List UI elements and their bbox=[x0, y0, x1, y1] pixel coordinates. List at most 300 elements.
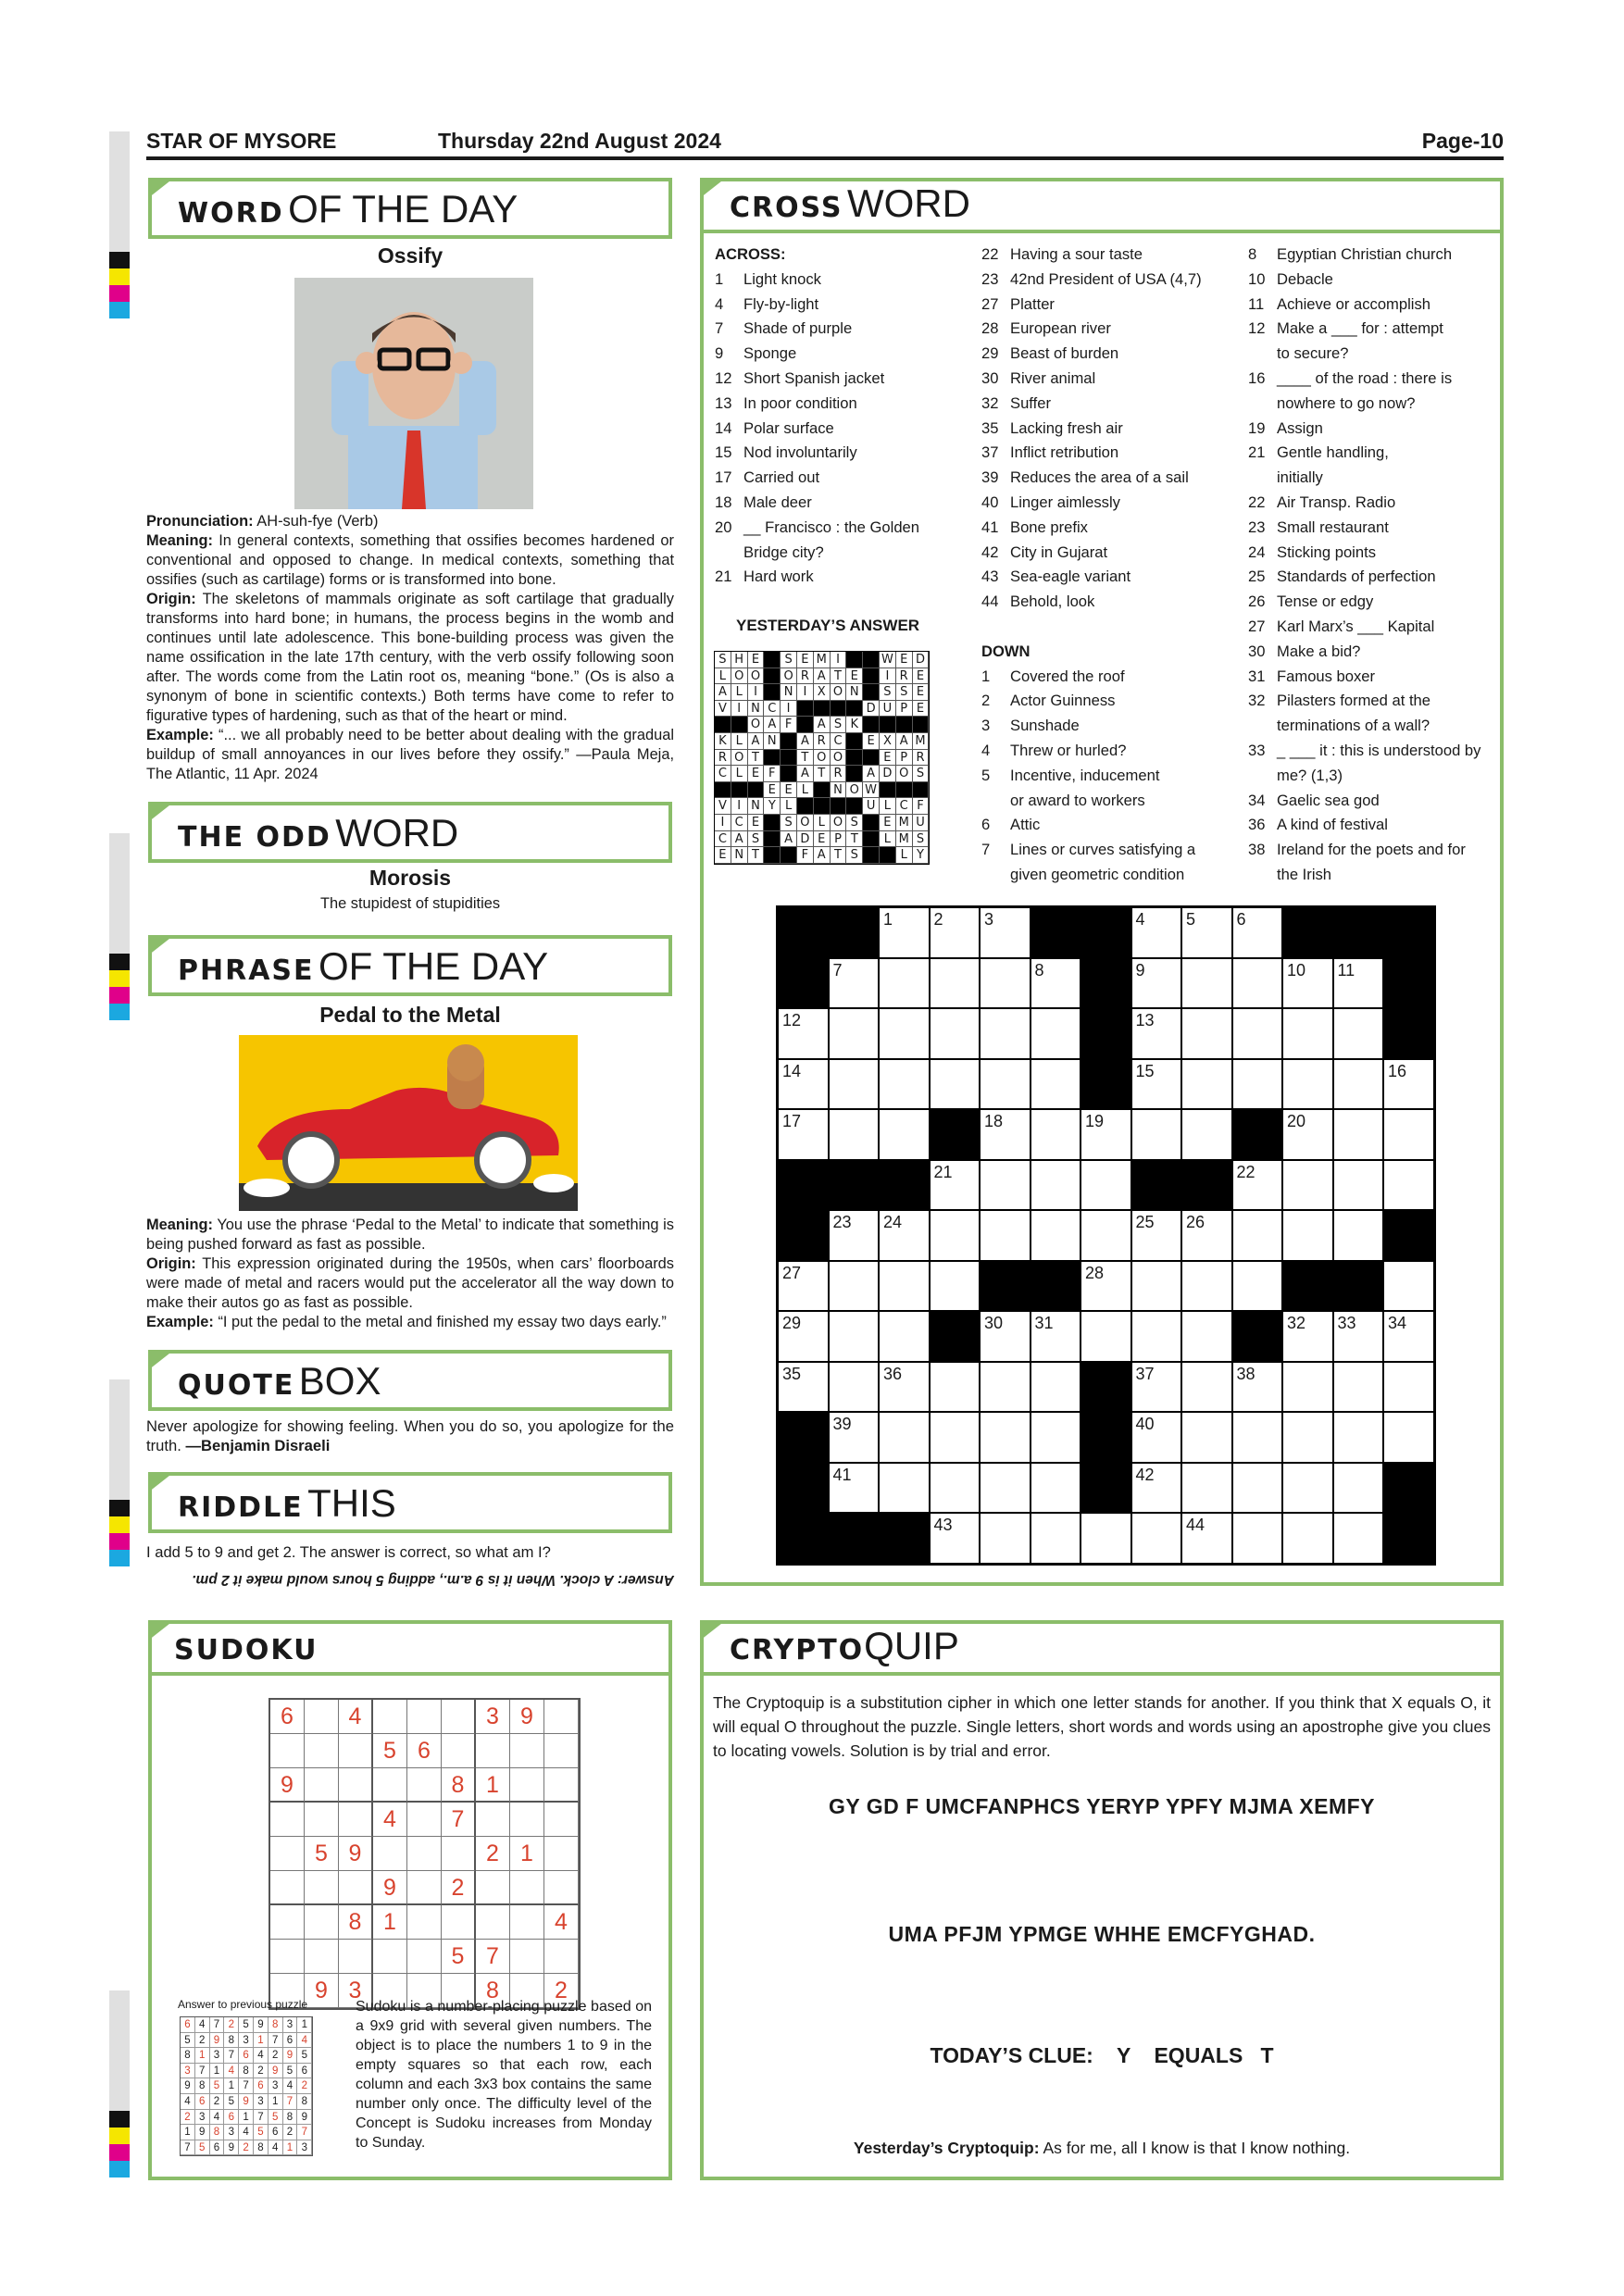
sudoku-cell[interactable] bbox=[544, 1768, 579, 1803]
crossword-cell[interactable] bbox=[1031, 1514, 1082, 1565]
crossword-cell[interactable] bbox=[931, 1514, 981, 1565]
crossword-cell[interactable] bbox=[1182, 959, 1233, 1010]
crossword-cell[interactable] bbox=[1031, 1312, 1082, 1363]
crossword-cell[interactable] bbox=[1132, 1060, 1183, 1111]
sudoku-cell[interactable] bbox=[476, 1734, 510, 1768]
sudoku-cell[interactable]: 2 bbox=[476, 1837, 510, 1871]
answer-cell: C bbox=[831, 733, 847, 750]
crossword-cell[interactable] bbox=[1283, 1413, 1334, 1464]
crossword-cell[interactable] bbox=[1031, 1161, 1082, 1212]
sudoku-cell[interactable]: 8 bbox=[339, 1905, 373, 1940]
across-clues-col1 bbox=[715, 243, 965, 590]
crossword-cell[interactable] bbox=[880, 1363, 931, 1414]
crossword-cell[interactable] bbox=[880, 1009, 931, 1060]
answer-cell: L bbox=[880, 831, 896, 848]
sudoku-cell[interactable]: 9 bbox=[339, 1837, 373, 1871]
crossword-cell[interactable] bbox=[1384, 1110, 1435, 1161]
sudoku-cell[interactable] bbox=[510, 1768, 544, 1803]
title-large: THIS bbox=[307, 1481, 396, 1525]
crossword-cell[interactable] bbox=[1334, 959, 1385, 1010]
crossword-cell[interactable] bbox=[1081, 1312, 1132, 1363]
crossword-cell[interactable] bbox=[931, 1464, 981, 1515]
crossword-cell[interactable] bbox=[1233, 1211, 1284, 1262]
answer-cell bbox=[863, 684, 880, 701]
crossword-cell[interactable] bbox=[981, 1009, 1031, 1060]
sudoku-cell[interactable]: 5 bbox=[305, 1837, 339, 1871]
crossword-cell[interactable] bbox=[1132, 1211, 1183, 1262]
answer-cell: I bbox=[715, 815, 731, 831]
crossword-cell[interactable] bbox=[1081, 1514, 1132, 1565]
sudoku-description: Sudoku is a number-placing puzzle based on a 9x9 grid with several given numbers. The object is to place the numbers 1 to 9 in the empty squares so that each row, each column and each 3x3 box contains the same number only once. The difficulty level of the Concept is Sudoku increases from Monday to Sunday. bbox=[356, 1999, 652, 2151]
clue-item bbox=[1248, 541, 1496, 566]
corner-notch bbox=[148, 1620, 174, 1641]
crossword-cell[interactable] bbox=[880, 959, 931, 1010]
crossword-cell[interactable] bbox=[1233, 1363, 1284, 1414]
crossword-cell[interactable] bbox=[880, 908, 931, 959]
answer-cell: A bbox=[731, 831, 748, 848]
crossword-cell[interactable] bbox=[931, 1211, 981, 1262]
sudoku-answer-cell: 2 bbox=[181, 2110, 195, 2126]
crossword-cell[interactable] bbox=[981, 959, 1031, 1010]
color-swatch-black bbox=[109, 2111, 130, 2128]
clue-item bbox=[981, 863, 1236, 888]
crossword-cell[interactable] bbox=[1031, 1363, 1082, 1414]
crossword-cell[interactable] bbox=[1132, 1262, 1183, 1313]
crossword-cell[interactable] bbox=[830, 1413, 881, 1464]
sudoku-cell[interactable]: 2 bbox=[442, 1871, 476, 1905]
sudoku-cell[interactable] bbox=[339, 1940, 373, 1974]
answer-cell: P bbox=[896, 750, 913, 767]
color-swatch-cyan bbox=[109, 1550, 130, 1566]
clue-text: me? (1,3) bbox=[1277, 766, 1343, 784]
crossword-cell[interactable] bbox=[1283, 1363, 1334, 1414]
crossword-cell[interactable] bbox=[1132, 1363, 1183, 1414]
sudoku-cell[interactable] bbox=[407, 1940, 442, 1974]
sudoku-answer-cell: 8 bbox=[297, 2094, 312, 2110]
sudoku-answer-cell: 1 bbox=[283, 2140, 298, 2156]
crossword-cell[interactable] bbox=[880, 1413, 931, 1464]
crossword-cell[interactable] bbox=[981, 1312, 1031, 1363]
crossword-cell[interactable] bbox=[830, 1211, 881, 1262]
crossword-cell[interactable] bbox=[1233, 1514, 1284, 1565]
sudoku-cell[interactable]: 9 bbox=[305, 1974, 339, 2008]
sudoku-cell[interactable]: 1 bbox=[476, 1768, 510, 1803]
sudoku-cell[interactable] bbox=[305, 1940, 339, 1974]
crossword-cell[interactable] bbox=[1233, 1413, 1284, 1464]
sudoku-cell[interactable] bbox=[407, 1905, 442, 1940]
crossword-cell[interactable] bbox=[981, 1464, 1031, 1515]
sudoku-cell[interactable] bbox=[407, 1768, 442, 1803]
sudoku-cell[interactable] bbox=[544, 1837, 579, 1871]
clue-item bbox=[715, 367, 965, 392]
crossword-cell[interactable] bbox=[1031, 1060, 1082, 1111]
crossword-cell[interactable] bbox=[981, 1110, 1031, 1161]
crossword-cell[interactable] bbox=[1334, 1009, 1385, 1060]
crossword-cell[interactable] bbox=[1031, 1413, 1082, 1464]
clue-text: Actor Guinness bbox=[1010, 692, 1116, 710]
cell-number: 41 bbox=[832, 1465, 852, 1484]
clue-text: Lacking fresh air bbox=[1010, 418, 1123, 437]
crossword-cell[interactable] bbox=[931, 1262, 981, 1313]
answer-cell bbox=[863, 717, 880, 733]
clue-number: 12 bbox=[1248, 319, 1266, 338]
sudoku-answer-cell: 5 bbox=[195, 2140, 210, 2156]
crossword-cell[interactable] bbox=[830, 1009, 881, 1060]
cell-number: 22 bbox=[1236, 1162, 1255, 1181]
sudoku-cell[interactable] bbox=[339, 1768, 373, 1803]
crossword-cell[interactable] bbox=[931, 1060, 981, 1111]
crossword-cell[interactable] bbox=[1182, 1262, 1233, 1313]
crossword-cell[interactable] bbox=[1182, 1110, 1233, 1161]
crossword-cell[interactable] bbox=[779, 1312, 830, 1363]
crossword-cell[interactable] bbox=[880, 1060, 931, 1111]
crossword-cell[interactable] bbox=[931, 1161, 981, 1212]
answer-cell: T bbox=[831, 668, 847, 685]
crossword-cell[interactable] bbox=[931, 908, 981, 959]
crossword-cell[interactable] bbox=[880, 1262, 931, 1313]
crossword-cell[interactable] bbox=[779, 1060, 830, 1111]
clue-text: European river bbox=[1010, 319, 1111, 338]
clue-text: Gaelic sea god bbox=[1277, 791, 1380, 809]
sudoku-cell[interactable] bbox=[442, 1700, 476, 1734]
sudoku-cell[interactable] bbox=[544, 1871, 579, 1905]
sudoku-answer-cell: 3 bbox=[239, 2033, 254, 2049]
crossword-cell[interactable] bbox=[1334, 1514, 1385, 1565]
cell-number: 37 bbox=[1135, 1364, 1155, 1383]
crossword-cell[interactable] bbox=[1182, 1211, 1233, 1262]
sudoku-cell[interactable] bbox=[305, 1905, 339, 1940]
sudoku-cell[interactable] bbox=[373, 1768, 407, 1803]
clue-text: Pilasters formed at the bbox=[1277, 692, 1431, 710]
crossword-cell[interactable] bbox=[1384, 1413, 1435, 1464]
sudoku-cell[interactable] bbox=[270, 1803, 305, 1837]
sudoku-cell[interactable]: 2 bbox=[544, 1974, 579, 2008]
sudoku-cell[interactable] bbox=[373, 1700, 407, 1734]
crossword-cell[interactable] bbox=[1384, 1060, 1435, 1111]
answer-cell: F bbox=[913, 798, 930, 815]
crossword-cell[interactable] bbox=[1182, 1464, 1233, 1515]
sudoku-cell[interactable] bbox=[442, 1837, 476, 1871]
crossword-cell[interactable] bbox=[1283, 1312, 1334, 1363]
answer-cell: A bbox=[748, 733, 765, 750]
crossword-cell[interactable] bbox=[1283, 1514, 1334, 1565]
sudoku-answer-cell: 1 bbox=[254, 2033, 269, 2049]
sudoku-cell[interactable] bbox=[305, 1700, 339, 1734]
clue-item bbox=[1248, 665, 1496, 690]
crossword-cell[interactable] bbox=[830, 1464, 881, 1515]
crossword-cell[interactable] bbox=[830, 1312, 881, 1363]
sudoku-answer-cell: 2 bbox=[254, 2064, 269, 2079]
crossword-cell[interactable] bbox=[1031, 1211, 1082, 1262]
sudoku-cell[interactable]: 5 bbox=[442, 1940, 476, 1974]
crossword-cell[interactable] bbox=[1384, 1312, 1435, 1363]
answer-cell: I bbox=[831, 652, 847, 668]
crossword-cell[interactable] bbox=[1334, 1211, 1385, 1262]
crossword-cell[interactable] bbox=[779, 1009, 830, 1060]
paper-name: STAR OF MYSORE bbox=[146, 129, 337, 153]
crossword-cell[interactable] bbox=[830, 959, 881, 1010]
sudoku-answer-cell: 8 bbox=[283, 2110, 298, 2126]
clue-item bbox=[1248, 739, 1496, 764]
answer-cell: I bbox=[731, 798, 748, 815]
crossword-cell[interactable] bbox=[981, 1211, 1031, 1262]
answer-cell bbox=[913, 782, 930, 799]
sudoku-cell[interactable] bbox=[510, 1940, 544, 1974]
crossword-cell[interactable] bbox=[931, 1413, 981, 1464]
crossword-cell[interactable] bbox=[1132, 1514, 1183, 1565]
crossword-cell[interactable] bbox=[1132, 908, 1183, 959]
sudoku-cell[interactable] bbox=[544, 1734, 579, 1768]
crossword-cell[interactable] bbox=[1334, 1110, 1385, 1161]
crossword-cell[interactable] bbox=[981, 1161, 1031, 1212]
crossword-cell[interactable] bbox=[1132, 959, 1183, 1010]
sudoku-cell[interactable] bbox=[510, 1734, 544, 1768]
answer-cell: N bbox=[846, 684, 863, 701]
sudoku-cell[interactable]: 8 bbox=[476, 1974, 510, 2008]
clue-text: Short Spanish jacket bbox=[743, 368, 885, 387]
phrase-body bbox=[146, 1216, 674, 1332]
sudoku-cell[interactable]: 5 bbox=[373, 1734, 407, 1768]
answer-cell bbox=[797, 717, 814, 733]
crossword-cell[interactable] bbox=[1182, 908, 1233, 959]
sudoku-cell[interactable]: 9 bbox=[373, 1871, 407, 1905]
sudoku-cell[interactable]: 6 bbox=[407, 1734, 442, 1768]
sudoku-cell[interactable] bbox=[305, 1871, 339, 1905]
odd-word-headword: Morosis bbox=[369, 866, 452, 890]
crossword-cell[interactable] bbox=[1233, 1060, 1284, 1111]
crossword-cell[interactable] bbox=[1283, 1464, 1334, 1515]
clue-number: 43 bbox=[981, 568, 999, 586]
crossword-cell[interactable] bbox=[1283, 1211, 1334, 1262]
crossword-cell[interactable] bbox=[1182, 1312, 1233, 1363]
sudoku-cell[interactable]: 9 bbox=[270, 1768, 305, 1803]
sudoku-cell[interactable] bbox=[476, 1803, 510, 1837]
crossword-cell[interactable] bbox=[1233, 908, 1284, 959]
crossword-cell[interactable] bbox=[1233, 1262, 1284, 1313]
sudoku-cell[interactable] bbox=[510, 1803, 544, 1837]
crossword-cell[interactable] bbox=[1081, 1161, 1132, 1212]
crossword-cell[interactable] bbox=[1233, 959, 1284, 1010]
sudoku-cell[interactable] bbox=[270, 1734, 305, 1768]
answer-cell: I bbox=[880, 668, 896, 685]
sudoku-answer-cell: 6 bbox=[269, 2125, 283, 2140]
sudoku-cell[interactable]: 3 bbox=[339, 1974, 373, 2008]
crossword-cell[interactable] bbox=[830, 1110, 881, 1161]
crossword-cell[interactable] bbox=[981, 1060, 1031, 1111]
sudoku-cell[interactable] bbox=[339, 1871, 373, 1905]
sudoku-cell[interactable] bbox=[270, 1905, 305, 1940]
sudoku-cell[interactable] bbox=[544, 1940, 579, 1974]
crossword-cell[interactable] bbox=[830, 1262, 881, 1313]
crossword-cell[interactable] bbox=[1081, 1211, 1132, 1262]
crossword-cell[interactable] bbox=[1384, 1161, 1435, 1212]
sudoku-cell[interactable] bbox=[544, 1700, 579, 1734]
sudoku-answer-cell: 3 bbox=[210, 2048, 225, 2064]
answer-cell: C bbox=[715, 766, 731, 782]
sudoku-cell[interactable] bbox=[544, 1803, 579, 1837]
clue-number: 29 bbox=[981, 344, 999, 363]
crossword-cell[interactable] bbox=[1031, 959, 1082, 1010]
sudoku-cell[interactable] bbox=[270, 1940, 305, 1974]
answer-cell: R bbox=[896, 668, 913, 685]
sudoku-cell[interactable] bbox=[476, 1905, 510, 1940]
sudoku-cell[interactable] bbox=[339, 1803, 373, 1837]
sudoku-cell[interactable]: 1 bbox=[373, 1905, 407, 1940]
clue-item bbox=[1248, 615, 1496, 640]
sudoku-cell[interactable] bbox=[305, 1768, 339, 1803]
crossword-cell[interactable] bbox=[1283, 1161, 1334, 1212]
cell-number: 29 bbox=[782, 1314, 802, 1332]
sudoku-cell[interactable]: 4 bbox=[373, 1803, 407, 1837]
crossword-cell[interactable] bbox=[931, 959, 981, 1010]
down-clues-col3 bbox=[1248, 243, 1496, 888]
crossword-cell[interactable] bbox=[981, 1413, 1031, 1464]
crossword-cell[interactable] bbox=[1031, 1464, 1082, 1515]
registration-bar bbox=[109, 833, 130, 954]
crossword-cell[interactable] bbox=[981, 1514, 1031, 1565]
sudoku-answer-cell: 4 bbox=[210, 2110, 225, 2126]
crossword-cell[interactable] bbox=[1283, 1009, 1334, 1060]
clue-number: 21 bbox=[715, 568, 732, 586]
crossword-cell[interactable] bbox=[1182, 1060, 1233, 1111]
sudoku-cell[interactable] bbox=[407, 1803, 442, 1837]
sudoku-cell[interactable] bbox=[407, 1871, 442, 1905]
clue-number: 7 bbox=[981, 841, 991, 859]
sudoku-cell[interactable] bbox=[270, 1837, 305, 1871]
crossword-cell[interactable] bbox=[1233, 1161, 1284, 1212]
sudoku-answer-cell: 6 bbox=[283, 2033, 298, 2049]
sudoku-cell[interactable]: 3 bbox=[476, 1700, 510, 1734]
crossword-cell[interactable] bbox=[1132, 1312, 1183, 1363]
crossword-cell[interactable] bbox=[1334, 1060, 1385, 1111]
crossword-cell[interactable] bbox=[830, 1060, 881, 1111]
crossword-cell[interactable] bbox=[1334, 1363, 1385, 1414]
crossword-cell[interactable] bbox=[1334, 1464, 1385, 1515]
sudoku-cell[interactable] bbox=[407, 1700, 442, 1734]
clue-number bbox=[1248, 392, 1277, 417]
crossword-cell[interactable] bbox=[880, 1464, 931, 1515]
crossword-cell[interactable] bbox=[1334, 1312, 1385, 1363]
crossword-cell[interactable] bbox=[779, 1262, 830, 1313]
clue-text: Sticking points bbox=[1277, 543, 1376, 561]
sudoku-cell[interactable]: 4 bbox=[544, 1905, 579, 1940]
crossword-cell[interactable] bbox=[1283, 1060, 1334, 1111]
crossword-cell[interactable] bbox=[1182, 1514, 1233, 1565]
crossword-cell[interactable] bbox=[779, 1363, 830, 1414]
crossword-cell[interactable] bbox=[1334, 1161, 1385, 1212]
answer-cell bbox=[781, 750, 797, 767]
crossword-cell[interactable] bbox=[1081, 1110, 1132, 1161]
sudoku-answer-cell: 6 bbox=[224, 2110, 239, 2126]
sudoku-cell[interactable] bbox=[373, 1940, 407, 1974]
cell-number: 21 bbox=[933, 1162, 953, 1181]
sudoku-cell[interactable]: 4 bbox=[339, 1700, 373, 1734]
sudoku-cell[interactable]: 7 bbox=[442, 1803, 476, 1837]
sudoku-cell[interactable]: 9 bbox=[510, 1700, 544, 1734]
answer-cell: S bbox=[831, 717, 847, 733]
clue-item bbox=[715, 441, 965, 466]
crossword-cell[interactable] bbox=[931, 1009, 981, 1060]
crossword-cell[interactable] bbox=[1283, 959, 1334, 1010]
crossword-cell[interactable] bbox=[1132, 1413, 1183, 1464]
sudoku-cell[interactable] bbox=[305, 1734, 339, 1768]
crossword-cell[interactable] bbox=[830, 1363, 881, 1414]
clue-item bbox=[981, 243, 1236, 268]
crossword-cell[interactable] bbox=[931, 1363, 981, 1414]
answer-cell: C bbox=[896, 798, 913, 815]
crossword-block bbox=[779, 1464, 830, 1515]
crossword-cell[interactable] bbox=[1334, 1413, 1385, 1464]
answer-cell: M bbox=[913, 733, 930, 750]
sudoku-cell[interactable] bbox=[373, 1837, 407, 1871]
crossword-cell[interactable] bbox=[1384, 1262, 1435, 1313]
clue-item bbox=[715, 565, 965, 590]
crossword-cell[interactable] bbox=[1283, 1110, 1334, 1161]
crossword-cell[interactable] bbox=[1384, 1363, 1435, 1414]
crossword-cell[interactable] bbox=[1031, 1110, 1082, 1161]
sudoku-cell[interactable]: 6 bbox=[270, 1700, 305, 1734]
quote-box-title bbox=[148, 1350, 672, 1411]
sudoku-cell[interactable] bbox=[442, 1905, 476, 1940]
crossword-cell[interactable] bbox=[1182, 1009, 1233, 1060]
sudoku-cell[interactable] bbox=[510, 1905, 544, 1940]
crossword-cell[interactable] bbox=[1132, 1009, 1183, 1060]
sudoku-answer-cell: 2 bbox=[224, 2017, 239, 2033]
sudoku-cell[interactable] bbox=[407, 1837, 442, 1871]
sudoku-cell[interactable]: 8 bbox=[442, 1768, 476, 1803]
crossword-block bbox=[1081, 1060, 1132, 1111]
clue-number: 23 bbox=[1248, 518, 1266, 536]
crossword-cell[interactable] bbox=[981, 1363, 1031, 1414]
crossword-cell[interactable] bbox=[1182, 1413, 1233, 1464]
sudoku-cell[interactable] bbox=[305, 1803, 339, 1837]
sudoku-answer-cell: 9 bbox=[297, 2110, 312, 2126]
sudoku-answer-cell: 3 bbox=[269, 2078, 283, 2094]
crossword-cell[interactable] bbox=[1182, 1363, 1233, 1414]
cell-number: 44 bbox=[1186, 1516, 1206, 1534]
crossword-cell[interactable] bbox=[1233, 1464, 1284, 1515]
clue-item bbox=[1248, 813, 1496, 838]
sudoku-cell[interactable] bbox=[510, 1871, 544, 1905]
sudoku-cell[interactable] bbox=[339, 1734, 373, 1768]
answer-cell: C bbox=[715, 831, 731, 848]
sudoku-answer-cell: 4 bbox=[181, 2094, 195, 2110]
sudoku-answer-cell: 1 bbox=[195, 2048, 210, 2064]
crossword-cell[interactable] bbox=[1233, 1009, 1284, 1060]
clue-text: Shade of purple bbox=[743, 319, 853, 338]
sudoku-cell[interactable] bbox=[476, 1871, 510, 1905]
crossword-cell[interactable] bbox=[1132, 1110, 1183, 1161]
crossword-cell[interactable] bbox=[1081, 1262, 1132, 1313]
sudoku-cell[interactable]: 1 bbox=[510, 1837, 544, 1871]
crossword-cell[interactable] bbox=[1132, 1464, 1183, 1515]
label: Example: bbox=[146, 1314, 214, 1330]
crossword-block bbox=[1334, 908, 1385, 959]
crossword-cell[interactable] bbox=[1031, 1009, 1082, 1060]
sudoku-cell[interactable] bbox=[270, 1871, 305, 1905]
crossword-cell[interactable] bbox=[880, 1312, 931, 1363]
clue-item bbox=[715, 491, 965, 516]
clue-text: Fly-by-light bbox=[743, 294, 819, 313]
sudoku-cell[interactable] bbox=[442, 1734, 476, 1768]
answer-cell bbox=[764, 847, 781, 864]
crossword-cell[interactable] bbox=[880, 1110, 931, 1161]
crossword-cell[interactable] bbox=[981, 908, 1031, 959]
sudoku-cell[interactable]: 7 bbox=[476, 1940, 510, 1974]
crossword-cell[interactable] bbox=[779, 1110, 830, 1161]
crossword-cell[interactable] bbox=[880, 1211, 931, 1262]
down-label: DOWN bbox=[981, 642, 1031, 660]
